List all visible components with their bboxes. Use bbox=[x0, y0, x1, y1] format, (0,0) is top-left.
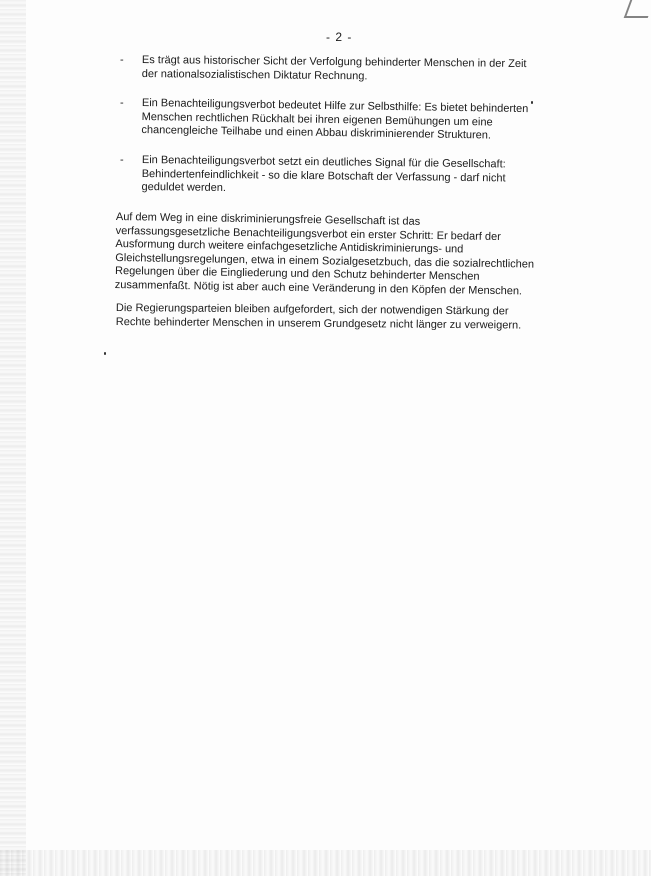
document-body bbox=[116, 54, 540, 340]
bullet-item bbox=[116, 154, 540, 195]
bullet-list bbox=[116, 54, 540, 195]
scan-speck bbox=[104, 352, 106, 355]
bullet-dash: - bbox=[120, 153, 124, 166]
bullet-dash: - bbox=[120, 54, 124, 66]
body-paragraph: Auf dem Weg in eine diskriminierungsfreie Gesellschaft ist das verfassungsgesetzliche Benachteiligungsverbot ein erster Schritt: Er bedarf der Ausformung durch weitere einfachgesetzliche Antidiskriminierungs- und Gleichstellungsregelungen, etwa in einem Sozialgesetzbuch, das die sozialrechtlichen Regelungen über die Eingliederung und den Schutz behinderter Menschen zusammenfaßt. Nötig ist aber auch eine Veränderung in den Köpfen der Menschen. bbox=[114, 210, 535, 298]
scan-corner-mark bbox=[624, 0, 651, 18]
page-number: - 2 - bbox=[326, 30, 353, 44]
bullet-text: Es trägt aus historischer Sicht der Verfolgung behinderter Menschen in der Zeit der nationalsozialistischen Diktatur Rechnung. bbox=[141, 54, 527, 82]
bullet-dash: - bbox=[120, 97, 124, 110]
bullet-text: Ein Benachteiligungsverbot bedeutet Hilfe zur Selbsthilfe: Es bietet behinderten Menschen rechtlichen Rückhalt bei ihren eigenen Bemühungen um eine chancengleiche Teilhabe und einen Abbau diskriminierender Strukturen. bbox=[141, 97, 529, 142]
scan-edge-bottom bbox=[0, 850, 651, 876]
bullet-text: Ein Benachteiligungsverbot setzt ein deutliches Signal für die Gesellschaft: Behindertenfeindlichkeit - so die klare Botschaft der Verfassung - darf nicht geduldet werden. bbox=[141, 153, 506, 195]
bullet-item bbox=[116, 97, 540, 142]
scan-edge-left bbox=[0, 0, 26, 876]
scan-speck bbox=[531, 101, 533, 104]
body-paragraph: Die Regierungsparteien bleiben aufgefordert, sich der notwendigen Stärkung der Rechte behinderter Menschen in unserem Grundgesetz nicht länger zu verweigern. bbox=[115, 302, 522, 332]
bullet-item bbox=[116, 54, 540, 81]
